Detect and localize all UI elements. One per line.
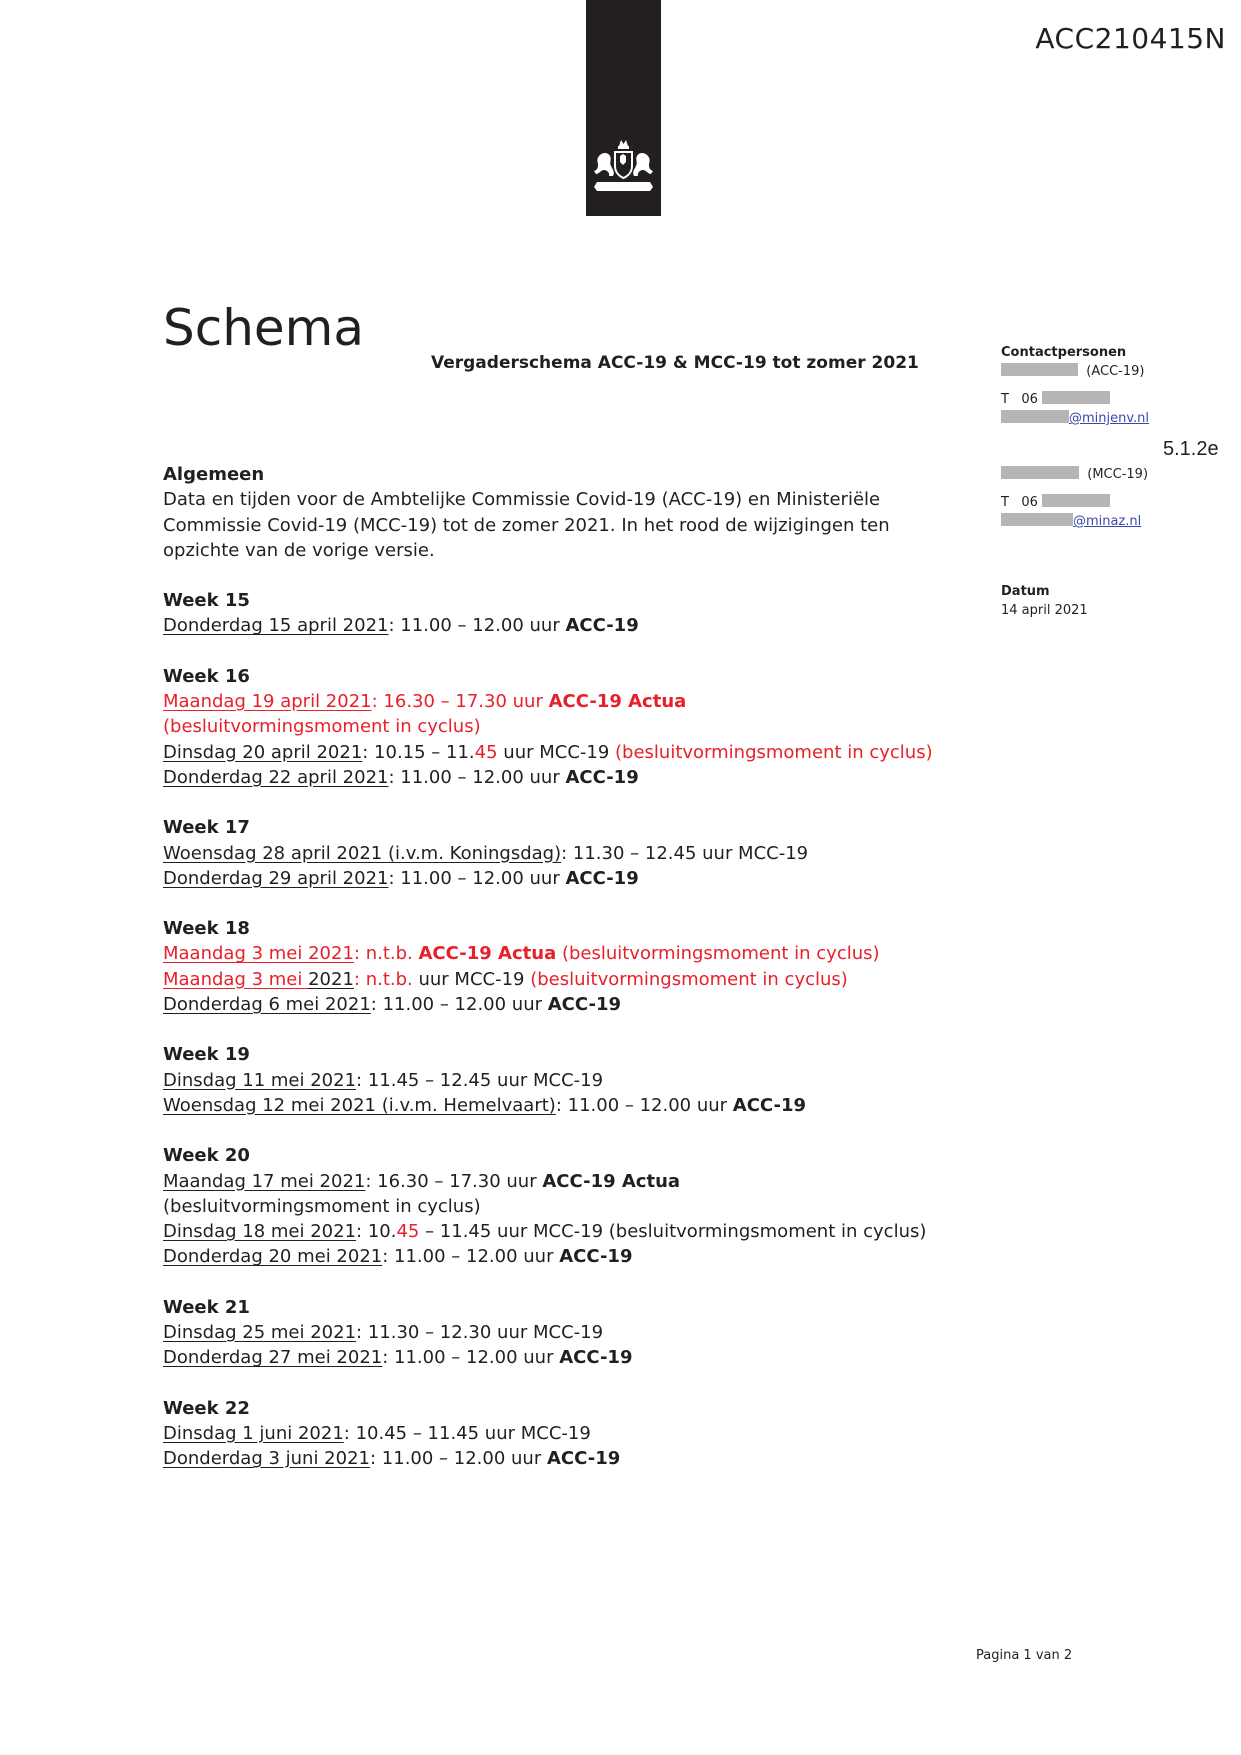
- document-subtitle: Vergaderschema ACC-19 & MCC-19 tot zomer 2021: [431, 353, 919, 373]
- week-heading: Week 22: [163, 1397, 250, 1419]
- page-number: Pagina 1 van 2: [976, 1648, 1073, 1663]
- schedule-entry: Dinsdag 18 mei 2021: 10.45 – 11.45 uur MCC-19 (besluitvormingsmoment in cyclus): [163, 1221, 927, 1243]
- week-section: [163, 1396, 963, 1472]
- week-section: [163, 1295, 963, 1371]
- entry-date: Donderdag 15 april 2021: [163, 615, 389, 637]
- logo-bar: [586, 0, 661, 216]
- entry-date: Dinsdag 1 juni 2021: [163, 1422, 344, 1444]
- week-heading: Week 20: [163, 1145, 250, 1167]
- page-title: Schema: [163, 299, 365, 357]
- schedule-entry: Maandag 17 mei 2021: 16.30 – 17.30 uur ACC-19 Actua (besluitvormingsmoment in cyclus): [163, 1170, 681, 1217]
- entry-date: Dinsdag 25 mei 2021: [163, 1322, 357, 1344]
- entry-note: (besluitvormingsmoment in cyclus): [163, 1195, 481, 1217]
- schedule-entry: Donderdag 3 juni 2021: 11.00 – 12.00 uur ACC-19: [163, 1448, 621, 1470]
- schedule-entry: Woensdag 28 april 2021 (i.v.m. Koningsdag): 11.30 – 12.45 uur MCC-19: [163, 842, 809, 864]
- schedule-entry-changed: Maandag 19 april 2021: 16.30 – 17.30 uur ACC-19 Actua (besluitvormingsmoment in cyclus): [163, 691, 687, 738]
- entry-date: Woensdag 28 april 2021 (i.v.m. Koningsdag): [163, 842, 562, 864]
- entry-date: Maandag 19 april 2021: [163, 691, 372, 713]
- week-section: [163, 588, 963, 639]
- redacted-block: [1001, 363, 1078, 376]
- schedule-entry: Donderdag 27 mei 2021: 11.00 – 12.00 uur ACC-19: [163, 1347, 633, 1369]
- week-section: [163, 916, 963, 1017]
- redacted-block: [1042, 391, 1110, 404]
- entry-note: (besluitvormingsmoment in cyclus): [556, 943, 880, 965]
- week-heading: Week 19: [163, 1044, 250, 1066]
- contact-email-row: [1001, 409, 1231, 428]
- entry-date: Maandag 3 mei 2021: [163, 943, 354, 965]
- schedule-entry: Donderdag 15 april 2021: 11.00 – 12.00 uur ACC-19: [163, 615, 639, 637]
- entry-date: Donderdag 20 mei 2021: [163, 1246, 383, 1268]
- committee-name: ACC-19: [547, 994, 622, 1016]
- schedule-entry: Dinsdag 25 mei 2021: 11.30 – 12.30 uur MCC-19: [163, 1322, 604, 1344]
- redacted-block: [1001, 513, 1073, 526]
- changed-time: 45: [396, 1221, 420, 1243]
- section-heading-algemeen: Algemeen: [163, 464, 265, 485]
- week-heading: Week 21: [163, 1296, 250, 1318]
- entry-date: Donderdag 3 juni 2021: [163, 1448, 370, 1470]
- entry-date: Dinsdag 11 mei 2021: [163, 1069, 357, 1091]
- date-value: 14 april 2021: [1001, 603, 1088, 618]
- redacted-block: [1042, 494, 1110, 507]
- entry-date: Donderdag 29 april 2021: [163, 867, 389, 889]
- committee-name: ACC-19: [565, 867, 639, 889]
- date-label: Datum: [1001, 584, 1050, 599]
- committee-name: ACC-19: [559, 1246, 633, 1268]
- changed-time: : n.t.b.: [353, 968, 413, 990]
- schedule-entry: Dinsdag 11 mei 2021: 11.45 – 12.45 uur MCC-19: [163, 1069, 604, 1091]
- entry-date: Woensdag 12 mei 2021 (i.v.m. Hemelvaart): [163, 1094, 556, 1116]
- week-heading: Week 18: [163, 918, 250, 940]
- contact-phone-row: T 06: [1001, 390, 1231, 409]
- redacted-block: [1001, 466, 1079, 479]
- week-heading: Week 15: [163, 590, 250, 612]
- committee-name: ACC-19: [546, 1448, 621, 1470]
- entry-date-year: 2021: [308, 968, 354, 990]
- schedule-entry: Donderdag 20 mei 2021: 11.00 – 12.00 uur ACC-19: [163, 1246, 633, 1268]
- rijksoverheid-coat-of-arms-icon: [589, 138, 658, 198]
- committee-name: ACC-19 Actua: [548, 691, 687, 713]
- schedule-entry: Donderdag 29 april 2021: 11.00 – 12.00 uur ACC-19: [163, 867, 639, 889]
- email-link[interactable]: @minaz.nl: [1073, 514, 1142, 529]
- schedule-entry: Dinsdag 20 april 2021: 10.15 – 11.45 uur MCC-19 (besluitvormingsmoment in cyclus): [163, 741, 933, 763]
- committee-name: ACC-19: [565, 615, 639, 637]
- contacts-label: Contactpersonen: [1001, 345, 1127, 360]
- email-link[interactable]: @minjenv.nl: [1069, 411, 1150, 426]
- changed-time: 45: [474, 741, 498, 763]
- entry-date-changed: Maandag 3 mei: [163, 968, 309, 990]
- week-section: [163, 815, 963, 891]
- entry-note: (besluitvormingsmoment in cyclus): [530, 968, 848, 990]
- committee-name: ACC-19: [732, 1094, 807, 1116]
- entry-note: (besluitvormingsmoment in cyclus): [615, 741, 933, 763]
- intro-paragraph: Data en tijden voor de Ambtelijke Commissie Covid-19 (ACC-19) en Ministeriële Commissie Covid-19 (MCC-19) tot de zomer 2021. In het rood de wijzigingen ten opzichte van de vorige versie.: [163, 489, 890, 561]
- week-section: [163, 1042, 963, 1118]
- entry-date: Dinsdag 20 april 2021: [163, 741, 363, 763]
- entry-date: Dinsdag 18 mei 2021: [163, 1221, 357, 1243]
- schedule-entry-changed: Maandag 3 mei 2021: n.t.b. ACC-19 Actua (besluitvormingsmoment in cyclus): [163, 943, 880, 965]
- week-heading: Week 17: [163, 817, 250, 839]
- entry-date: Donderdag 6 mei 2021: [163, 994, 371, 1016]
- week-heading: Week 16: [163, 665, 250, 687]
- schedule-entry: Donderdag 6 mei 2021: 11.00 – 12.00 uur ACC-19: [163, 994, 622, 1016]
- committee-name: ACC-19: [559, 1347, 633, 1369]
- date-block: [1001, 582, 1088, 620]
- entry-date: Maandag 17 mei 2021: [163, 1170, 366, 1192]
- contact-name-row: (ACC-19): [1001, 362, 1231, 381]
- sidebar-contacts: [1001, 343, 1231, 531]
- entry-note: (besluitvormingsmoment in cyclus): [163, 716, 481, 738]
- committee-name: ACC-19 Actua: [418, 943, 557, 965]
- contact-email-row: [1001, 512, 1231, 531]
- committee-name: ACC-19: [565, 766, 639, 788]
- entry-date: Donderdag 22 april 2021: [163, 766, 389, 788]
- entry-date: Donderdag 27 mei 2021: [163, 1347, 383, 1369]
- document-code: ACC210415N: [1035, 22, 1226, 55]
- redacted-block: [1001, 410, 1069, 423]
- week-section: [163, 1143, 963, 1269]
- committee-name: ACC-19 Actua: [542, 1170, 681, 1192]
- redaction-ground-stamp: 5.1.2e: [1163, 438, 1219, 460]
- schedule-entry: Maandag 3 mei 2021: n.t.b. uur MCC-19 (besluitvormingsmoment in cyclus): [163, 968, 848, 990]
- document-body: [163, 462, 963, 1472]
- schedule-entry: Woensdag 12 mei 2021 (i.v.m. Hemelvaart): 11.00 – 12.00 uur ACC-19: [163, 1094, 807, 1116]
- week-section: [163, 664, 963, 790]
- contact-name-row: (MCC-19): [1001, 465, 1231, 484]
- schedule-entry: Dinsdag 1 juni 2021: 10.45 – 11.45 uur MCC-19: [163, 1422, 591, 1444]
- schedule-entry: Donderdag 22 april 2021: 11.00 – 12.00 uur ACC-19: [163, 766, 639, 788]
- contact-phone-row: T 06: [1001, 493, 1231, 512]
